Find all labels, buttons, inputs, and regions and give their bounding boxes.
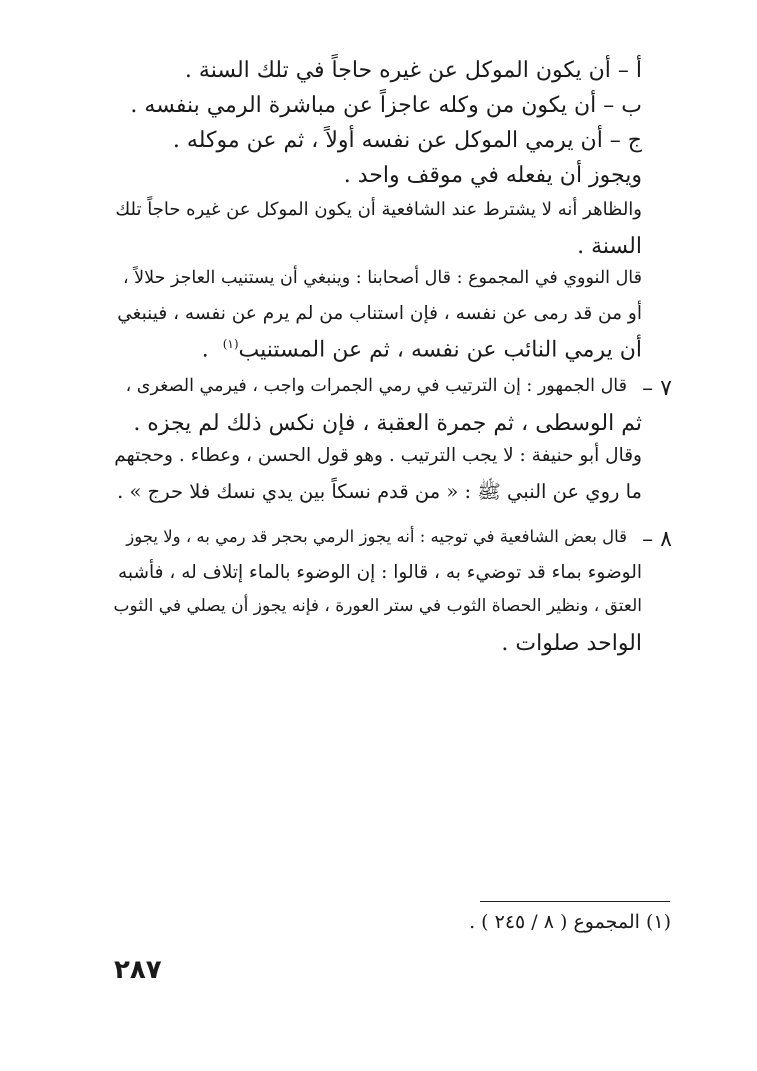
- zahir-line-1: والظاهر أنه لا يشترط عند الشافعية أن يكون الموكل عن غيره حاجاً تلك: [115, 199, 642, 220]
- item-a: أ – أن يكون الموكل عن غيره حاجاً في تلك السنة .: [184, 58, 642, 83]
- nawawi-line-3: [202, 338, 642, 361]
- item-c: ج – أن يرمي الموكل عن نفسه أولاً ، ثم عن موكله .: [172, 128, 642, 153]
- item-b: ب – أن يكون من وكله عاجزاً عن مباشرة الرمي بنفسه .: [130, 93, 642, 118]
- item-7-line-3: وقال أبو حنيفة : لا يجب الترتيب . وهو قول الحسن ، وعطاء . وحجتهم: [114, 445, 642, 466]
- nawawi-line-2: أو من قد رمى عن نفسه ، فإن استناب من لم يرم عن نفسه ، فينبغي: [117, 303, 642, 324]
- note-same-place: ويجوز أن يفعله في موقف واحد .: [343, 163, 642, 188]
- page-number: ٢٨٧: [114, 955, 162, 985]
- item-7-line-2: ثم الوسطى ، ثم جمرة العقبة ، فإن نكس ذلك لم يجزه .: [133, 411, 642, 436]
- zahir-line-2: السنة .: [577, 234, 642, 259]
- item-8-line-2: الوضوء بماء قد توضيء به ، قالوا : إن الوضوء بالماء إتلاف له ، فأشبه: [118, 562, 642, 583]
- item-7-line-1: قال الجمهور : إن الترتيب في رمي الجمرات واجب ، فيرمي الصغرى ،: [125, 376, 627, 396]
- item-7-line-4: ما روي عن النبي ﷺ : « من قدم نسكاً بين يدي نسك فلا حرج » .: [117, 480, 642, 503]
- item-8-number: ٨ –: [642, 527, 672, 552]
- item-7-number: ٧ –: [642, 376, 672, 401]
- nawawi-line-1: قال النووي في المجموع : قال أصحابنا : وينبغي أن يستنيب العاجز حلالاً ،: [122, 268, 642, 288]
- footnote: (١) المجموع ( ٨ / ٢٤٥ ) .: [469, 911, 671, 933]
- item-8-line-3: العتق ، ونظير الحصاة الثوب في ستر العورة ، فإنه يجوز أن يصلي في الثوب: [113, 596, 642, 616]
- nawawi-line-3-end: .: [201, 337, 209, 363]
- item-8-line-4: الواحد صلوات .: [501, 631, 642, 656]
- nawawi-line-3-text: أن يرمي النائب عن نفسه ، ثم عن المستنيب: [238, 337, 642, 363]
- item-8-line-1: قال بعض الشافعية في توجيه : أنه يجوز الرمي بحجر قد رمي به ، ولا يجوز: [126, 527, 627, 546]
- footnote-divider: [480, 901, 670, 902]
- footnote-reference: (١): [222, 337, 239, 351]
